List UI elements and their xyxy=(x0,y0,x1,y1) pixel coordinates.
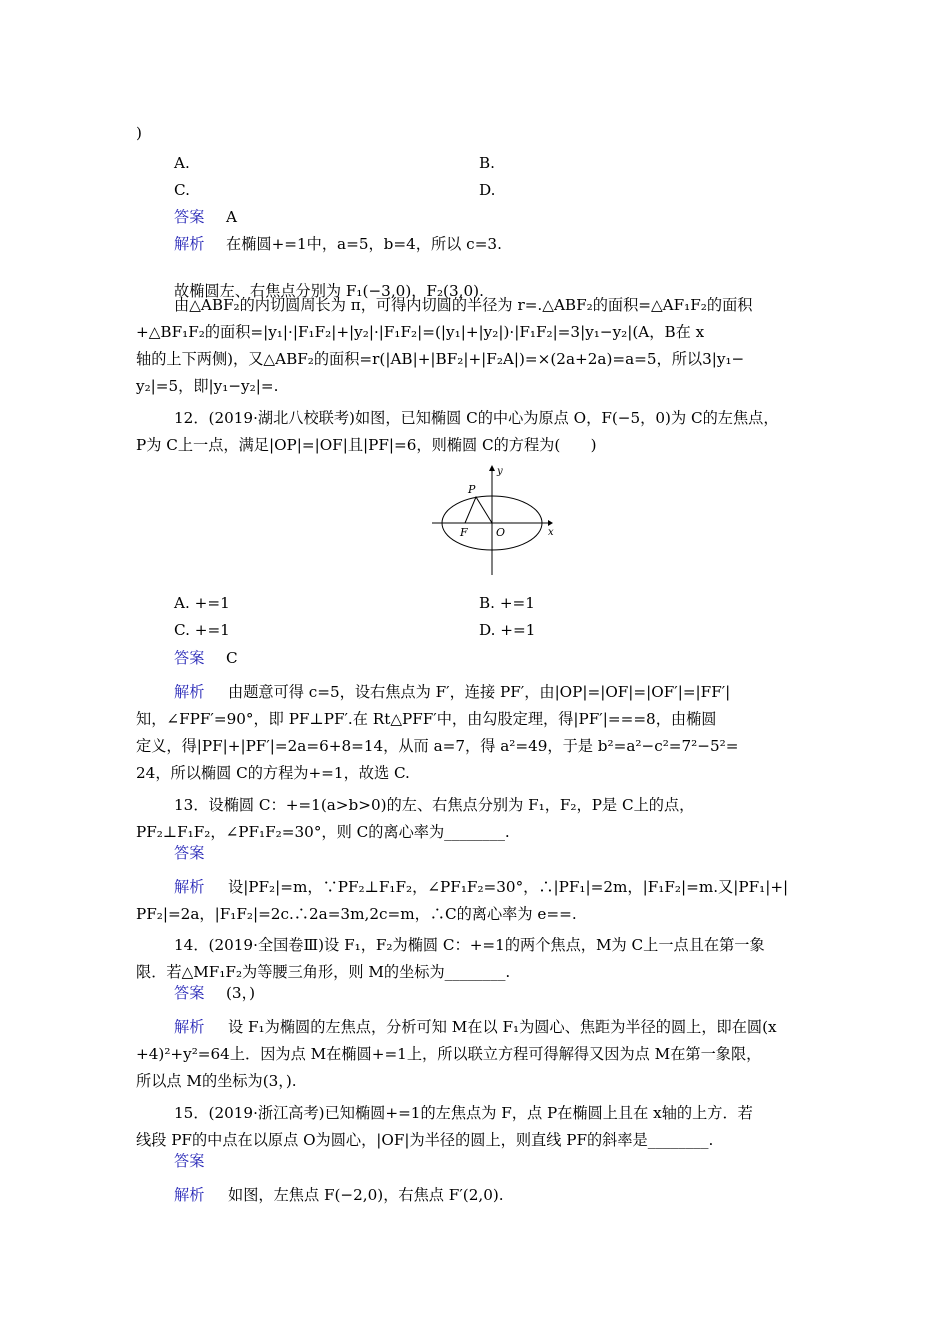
text-line: 13．设椭圆 C：+=1(a>b>0)的左、右焦点分别为 F₁，F₂，P是 C上的点， xyxy=(174,796,695,814)
label-F: F xyxy=(460,526,468,539)
label-O: O xyxy=(496,526,506,539)
text-line: 14．(2019·全国卷Ⅲ)设 F₁，F₂为椭圆 C：+=1的两个焦点，M为 C上一点且在第一象 xyxy=(174,936,765,954)
option-q11: C. xyxy=(174,181,190,199)
text-line: ) xyxy=(136,124,142,142)
answer-label: 答案 xyxy=(174,1152,205,1170)
text-line: 由题意可得 c=5，设右焦点为 F′，连接 PF′，由|OP|=|OF|=|OF′|=|FF′| xyxy=(228,683,731,701)
text-line: 24，所以椭圆 C的方程为+=1，故选 C. xyxy=(136,764,410,782)
option-q12: B. +=1 xyxy=(479,594,535,612)
option-q12: C. +=1 xyxy=(174,621,230,639)
text-line: PF₂|=2a，|F₁F₂|=2c.∴2a=3m,2c=m，∴C的离心率为 e==. xyxy=(136,905,577,923)
label-P: P xyxy=(468,483,476,496)
y-axis-arrow xyxy=(489,465,495,471)
text-line: 15．(2019·浙江高考)已知椭圆+=1的左焦点为 F，点 P在椭圆上且在 x轴的上方．若 xyxy=(174,1104,753,1122)
text-line: 限．若△MF₁F₂为等腰三角形，则 M的坐标为________. xyxy=(136,963,511,981)
analysis-label: 解析 xyxy=(174,235,205,253)
text-line: +△BF₁F₂的面积=|y₁|·|F₁F₂|+|y₂|·|F₁F₂|=(|y₁|+|y₂|)·|F₁F₂|=3|y₁−y₂|(A，B在 x xyxy=(136,323,705,341)
text-line: 12．(2019·湖北八校联考)如图，已知椭圆 C的中心为原点 O，F(−5，0)为 C的左焦点， xyxy=(174,409,779,427)
text-line: 由△ABF₂的内切圆周长为 π，可得内切圆的半径为 r=.△ABF₂的面积=△AF₁F₂的面积 xyxy=(174,296,753,314)
answer-label: 答案 xyxy=(174,649,205,667)
text-line: 设|PF₂|=m，∵PF₂⊥F₁F₂，∠PF₁F₂=30°，∴|PF₁|=2m，|F₁F₂|=m.又|PF₁|+| xyxy=(228,878,789,896)
text-line: 轴的上下两侧)，又△ABF₂的面积=r(|AB|+|BF₂|+|F₂A|)=×(2a+2a)=a=5，所以3|y₁− xyxy=(136,350,745,368)
answer-label: 答案 xyxy=(174,984,205,1002)
option-q12: D. +=1 xyxy=(479,621,536,639)
analysis-label: 解析 xyxy=(174,683,205,701)
text-line: 知，∠FPF′=90°，即 PF⊥PF′.在 Rt△PFF′中，由勾股定理，得|PF′|===8，由椭圆 xyxy=(136,710,717,728)
analysis-label: 解析 xyxy=(174,1018,205,1036)
x-axis-arrow xyxy=(548,520,553,526)
text-line: 设 F₁为椭圆的左焦点，分析可知 M在以 F₁为圆心、焦距为半径的圆上，即在圆(x xyxy=(228,1018,777,1036)
answer-value: (3，) xyxy=(226,984,256,1002)
text-line: y₂|=5，即|y₁−y₂|=. xyxy=(136,377,279,395)
text-line: P为 C上一点，满足|OP|=|OF|且|PF|=6，则椭圆 C的方程为( ) xyxy=(136,436,597,454)
analysis-text: 在椭圆+=1中，a=5，b=4，所以 c=3. xyxy=(226,235,502,253)
option-q12: A. +=1 xyxy=(174,594,230,612)
option-q11: B. xyxy=(479,154,495,172)
answer-label: 答案 xyxy=(174,208,205,226)
label-x: x xyxy=(548,527,554,538)
segment-fp xyxy=(465,497,492,523)
text-line: 如图，左焦点 F(−2,0)，右焦点 F′(2,0). xyxy=(228,1186,504,1204)
answer-label: 答案 xyxy=(174,844,205,862)
option-q11: D. xyxy=(479,181,496,199)
text-line: PF₂⊥F₁F₂，∠PF₁F₂=30°，则 C的离心率为________. xyxy=(136,823,510,841)
text-line: +4)²+y²=64上．因为点 M在椭圆+=1上，所以联立方程可得解得又因为点 M在第一象限， xyxy=(136,1045,762,1063)
text-line: 线段 PF的中点在以原点 O为圆心，|OF|为半径的圆上，则直线 PF的斜率是________. xyxy=(136,1131,714,1149)
text-line: 定义，得|PF|+|PF′|=2a=6+8=14，从而 a=7，得 a²=49，于是 b²=a²−c²=7²−5²= xyxy=(136,737,739,755)
label-y: y xyxy=(497,466,503,477)
text-line: 所以点 M的坐标为(3，). xyxy=(136,1072,297,1090)
text-line: 故椭圆左、右焦点分别为 F₁(−3,0)，F₂(3,0). xyxy=(174,282,484,300)
analysis-label: 解析 xyxy=(174,878,205,896)
answer-value: C xyxy=(226,649,238,667)
analysis-label: 解析 xyxy=(174,1186,205,1204)
option-q11: A. xyxy=(174,154,190,172)
ellipse-figure xyxy=(430,463,560,578)
answer-value: A xyxy=(226,208,237,226)
